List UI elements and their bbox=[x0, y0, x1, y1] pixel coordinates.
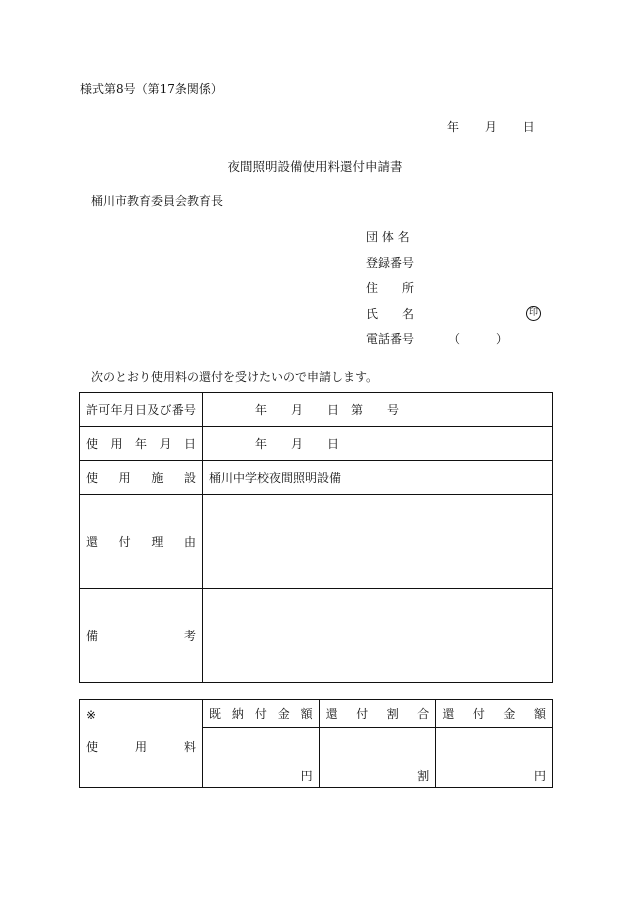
reason-row bbox=[80, 495, 553, 589]
addressee: 桶川市教育委員会教育長 bbox=[91, 194, 224, 208]
fee-left-cell bbox=[80, 700, 203, 788]
org-name-label: 団 体 名 bbox=[366, 230, 410, 244]
fee-col-refund: 還付金額 bbox=[436, 700, 553, 728]
phone-paren: （ ） bbox=[448, 332, 509, 346]
page-title: 夜間照明設備使用料還付申請書 bbox=[227, 159, 403, 174]
fee-header-row bbox=[80, 700, 553, 728]
fee-ratio-unit[interactable]: 割 bbox=[319, 728, 436, 788]
intro-text: 次のとおり使用料の還付を受けたいので申請します。 bbox=[91, 370, 379, 384]
facility-row bbox=[80, 461, 553, 495]
name-label: 氏 名 bbox=[366, 306, 415, 321]
permit-value: 年 月 日 第 号 bbox=[203, 393, 553, 427]
date-line bbox=[447, 118, 557, 135]
fee-col-paid: 既納付金額 bbox=[203, 700, 320, 728]
date-year: 年 bbox=[447, 120, 460, 134]
date-day: 日 bbox=[522, 120, 535, 134]
phone-label: 電話番号 bbox=[366, 332, 415, 346]
permit-label: 許可年月日及び番号 bbox=[80, 393, 203, 427]
seal-mark: 印 bbox=[526, 306, 541, 321]
form-number: 様式第8号（第17条関係） bbox=[80, 82, 223, 96]
phone-row bbox=[366, 332, 509, 358]
use-date-row bbox=[80, 427, 553, 461]
applicant-block bbox=[366, 230, 538, 358]
fee-table bbox=[79, 699, 553, 788]
permit-row bbox=[80, 393, 553, 427]
remarks-row bbox=[80, 589, 553, 683]
use-date-label: 使用年月日 bbox=[80, 427, 203, 461]
fee-label: 使用料 bbox=[86, 740, 196, 754]
fee-refund-unit[interactable]: 円 bbox=[436, 728, 553, 788]
use-date-value: 年 月 日 bbox=[203, 427, 553, 461]
fee-paid-unit[interactable]: 円 bbox=[203, 728, 320, 788]
fee-mark: ※ bbox=[86, 708, 97, 722]
reg-no-row bbox=[366, 256, 426, 282]
org-name-row bbox=[366, 230, 426, 256]
facility-label: 使用施設 bbox=[80, 461, 203, 495]
fee-col-ratio: 還付割合 bbox=[319, 700, 436, 728]
remarks-value[interactable] bbox=[203, 589, 553, 683]
facility-value: 桶川中学校夜間照明設備 bbox=[203, 461, 553, 495]
application-table bbox=[79, 392, 553, 683]
reason-label: 還付理由 bbox=[80, 495, 203, 589]
remarks-label: 備考 bbox=[80, 589, 203, 683]
date-month: 月 bbox=[484, 120, 497, 134]
name-row bbox=[366, 306, 538, 333]
address-label: 住 所 bbox=[366, 281, 415, 295]
reason-value[interactable] bbox=[203, 495, 553, 589]
reg-no-label: 登録番号 bbox=[366, 255, 415, 270]
address-row bbox=[366, 281, 426, 307]
